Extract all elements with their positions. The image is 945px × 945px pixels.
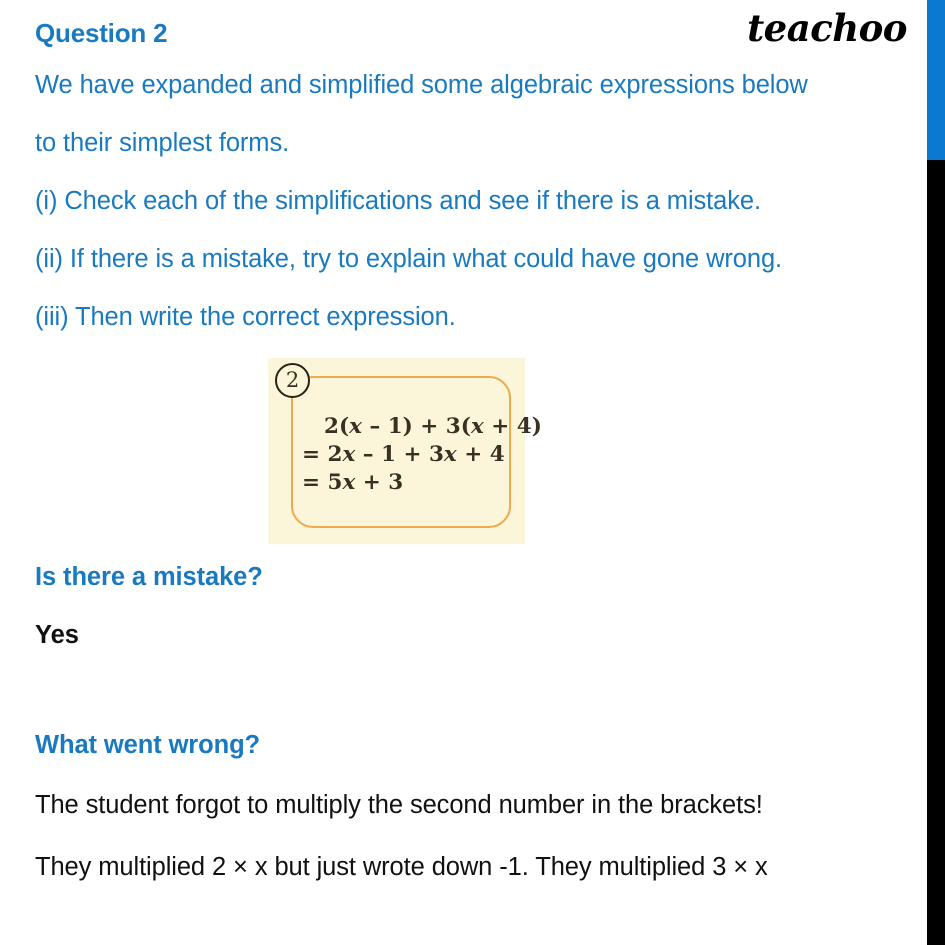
math-l2-suffix: + 4 — [456, 442, 505, 467]
math-l1-var2: x — [470, 414, 484, 439]
document-header — [35, 0, 907, 56]
math-l2-var1: x — [342, 442, 356, 467]
question-number-badge: 2 — [275, 363, 310, 398]
math-l1-suffix: + 4) — [483, 414, 542, 439]
math-l2-var2: x — [443, 442, 457, 467]
figure-container — [35, 358, 907, 548]
math-l1-var1: x — [349, 414, 362, 439]
section-spacer — [35, 664, 907, 716]
math-expression-card — [268, 358, 542, 544]
math-line-2 — [302, 441, 542, 469]
math-l2-mid: – 1 + 3 — [355, 442, 444, 467]
section-heading-mistake: Is there a mistake? — [35, 563, 263, 591]
math-l3-var1: x — [342, 470, 356, 495]
section-answer-mistake: Yes — [35, 621, 79, 649]
intro-line-2: to their simplest forms. — [35, 129, 290, 157]
math-line-3 — [302, 469, 542, 497]
explanation-line-2: They multiplied 2 × x but just wrote down -1. They multiplied 3 × x — [35, 853, 768, 881]
math-l2-prefix: = 2 — [302, 442, 343, 467]
intro-line-3: (i) Check each of the simplifications and see if there is a mistake. — [35, 187, 761, 215]
vertical-scrollbar-thumb[interactable] — [927, 0, 945, 160]
math-l3-suffix: + 3 — [355, 470, 404, 495]
math-l1-mid: – 1) + 3( — [361, 414, 471, 439]
page-title: Question 2 — [35, 18, 168, 48]
math-expression-text — [302, 413, 542, 497]
explanation-line-1: The student forgot to multiply the second number in the brackets! — [35, 791, 763, 819]
math-line-1 — [302, 413, 542, 441]
teachoo-logo: teachoo — [747, 6, 907, 50]
vertical-scrollbar-track[interactable] — [927, 0, 945, 945]
math-l3-prefix: = 5 — [302, 470, 343, 495]
intro-line-5: (iii) Then write the correct expression. — [35, 303, 456, 331]
intro-line-1: We have expanded and simplified some algebraic expressions below — [35, 71, 808, 99]
intro-line-4: (ii) If there is a mistake, try to explain what could have gone wrong. — [35, 245, 783, 273]
section-heading-what-went-wrong: What went wrong? — [35, 731, 261, 759]
math-l1-prefix: 2( — [324, 414, 350, 439]
